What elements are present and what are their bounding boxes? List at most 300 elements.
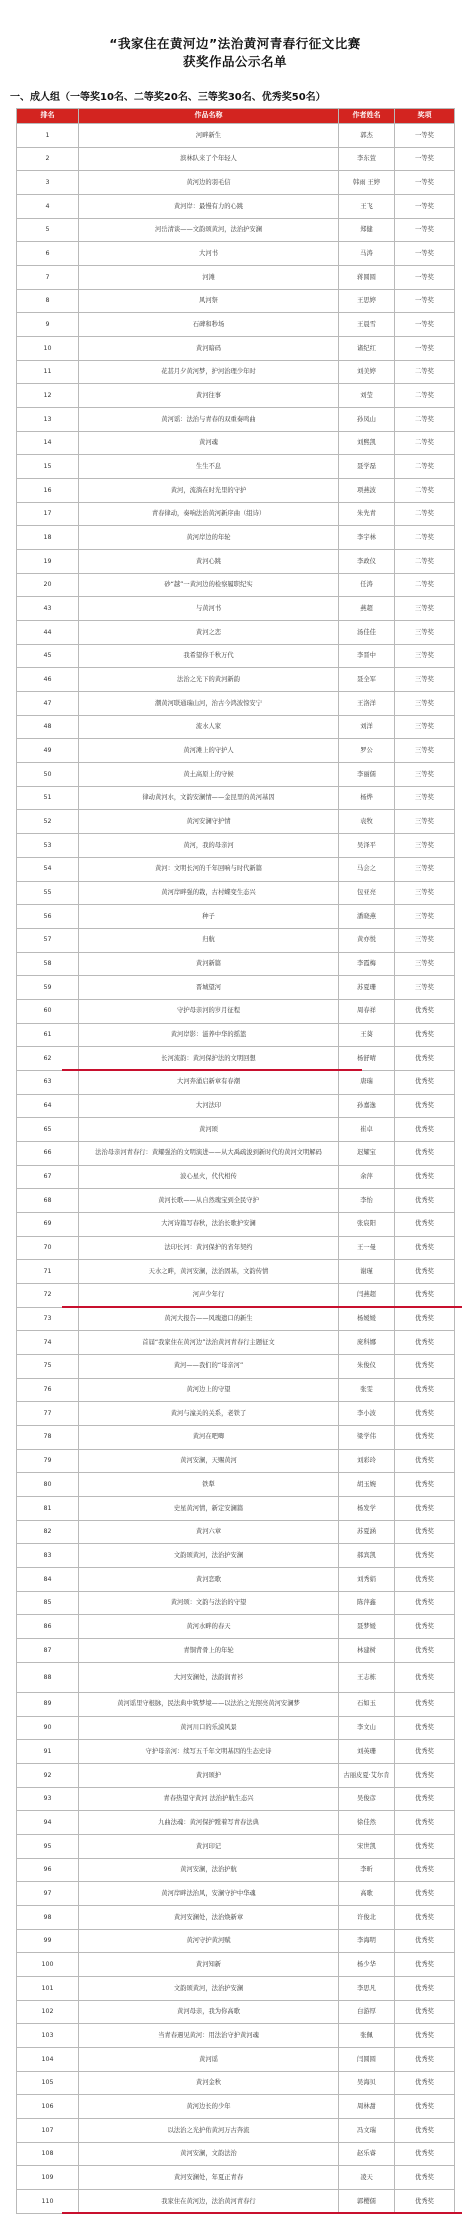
table-row xyxy=(17,1496,455,1520)
cell-author: 周春祥 xyxy=(339,999,395,1023)
cell-award: 三等奖 xyxy=(395,715,455,739)
cell-rank: 86 xyxy=(17,1615,79,1639)
cell-award: 三等奖 xyxy=(395,952,455,976)
cell-rank: 90 xyxy=(17,1716,79,1740)
cell-title: 黄河在吧唧 xyxy=(79,1425,339,1449)
table-body xyxy=(17,124,455,2214)
cell-author: 张佩 xyxy=(339,2024,395,2048)
table-row xyxy=(17,1692,455,1716)
cell-author: 闫燕超 xyxy=(339,1283,395,1307)
cell-rank: 88 xyxy=(17,1662,79,1692)
cell-title: 黄河谣 xyxy=(79,2048,339,2072)
cell-title: 法治母亲河青春行：黄耀强治的文明演进——从大禹疏浚到新时代的黄河文明解码 xyxy=(79,1141,339,1165)
cell-rank: 11 xyxy=(17,360,79,384)
cell-author: 余萍 xyxy=(339,1165,395,1189)
table-row xyxy=(17,1094,455,1118)
cell-author: 宋世凯 xyxy=(339,1834,395,1858)
cell-title: 黄河心跳 xyxy=(79,550,339,574)
table-row xyxy=(17,526,455,550)
cell-rank: 44 xyxy=(17,621,79,645)
cell-rank: 14 xyxy=(17,431,79,455)
cell-rank: 17 xyxy=(17,502,79,526)
cell-rank: 101 xyxy=(17,1977,79,2001)
table-row xyxy=(17,668,455,692)
cell-author: 王葵 xyxy=(339,1023,395,1047)
cell-author: 李小波 xyxy=(339,1402,395,1426)
table-row xyxy=(17,1189,455,1213)
cell-award: 优秀奖 xyxy=(395,2000,455,2024)
cell-rank: 66 xyxy=(17,1141,79,1165)
cell-author: 潘晓燕 xyxy=(339,905,395,929)
cell-rank: 68 xyxy=(17,1189,79,1213)
cell-author: 王飞 xyxy=(339,195,395,219)
table-row xyxy=(17,1953,455,1977)
table-row xyxy=(17,313,455,337)
table-row xyxy=(17,1740,455,1764)
cell-award: 优秀奖 xyxy=(395,1307,455,1331)
cell-title: 我希望你千秋万代 xyxy=(79,644,339,668)
cell-title: 黄河川口的乐漠风景 xyxy=(79,1716,339,1740)
table-row xyxy=(17,763,455,787)
cell-rank: 1 xyxy=(17,124,79,148)
cell-award: 优秀奖 xyxy=(395,2048,455,2072)
table-row xyxy=(17,1141,455,1165)
table-row xyxy=(17,810,455,834)
cell-title: 黄河边长的少年 xyxy=(79,2095,339,2119)
cell-title: 黄河六章 xyxy=(79,1520,339,1544)
cell-title: 文韵颂黄河，法治护安澜 xyxy=(79,1977,339,2001)
cell-title: 当青春遇见黄河：用法治守护黄河魂 xyxy=(79,2024,339,2048)
cell-author: 苏夏涵 xyxy=(339,1520,395,1544)
cell-author: 包亚亮 xyxy=(339,881,395,905)
cell-award: 优秀奖 xyxy=(395,1331,455,1355)
table-row xyxy=(17,597,455,621)
cell-award: 三等奖 xyxy=(395,644,455,668)
cell-rank: 70 xyxy=(17,1236,79,1260)
table-row xyxy=(17,337,455,361)
cell-award: 一等奖 xyxy=(395,337,455,361)
cell-author: 诸纪红 xyxy=(339,337,395,361)
cell-author: 刘洋 xyxy=(339,715,395,739)
cell-rank: 100 xyxy=(17,1953,79,1977)
cell-title: 晋城望河 xyxy=(79,976,339,1000)
cell-title: 黄河大报告——风瑰遗口的新生 xyxy=(79,1307,339,1331)
cell-author: 孙凤山 xyxy=(339,408,395,432)
table-row xyxy=(17,1473,455,1497)
cell-rank: 83 xyxy=(17,1544,79,1568)
cell-author: 李宇林 xyxy=(339,526,395,550)
cell-rank: 20 xyxy=(17,573,79,597)
cell-title: 黄河长歌——从自然瑰宝到全民守护 xyxy=(79,1189,339,1213)
cell-award: 优秀奖 xyxy=(395,1118,455,1142)
cell-award: 优秀奖 xyxy=(395,1740,455,1764)
cell-award: 三等奖 xyxy=(395,928,455,952)
cell-award: 三等奖 xyxy=(395,692,455,716)
cell-author: 黄亦悦 xyxy=(339,928,395,952)
cell-rank: 78 xyxy=(17,1425,79,1449)
table-row xyxy=(17,1331,455,1355)
cell-title: 黄河之恋 xyxy=(79,621,339,645)
cell-rank: 92 xyxy=(17,1763,79,1787)
cell-award: 二等奖 xyxy=(395,408,455,432)
table-row xyxy=(17,2119,455,2143)
cell-title: 青春律动，奏响法治黄河新序曲（组诗） xyxy=(79,502,339,526)
cell-rank: 95 xyxy=(17,1834,79,1858)
cell-title: 青春热望守黄河 法治护航生态兴 xyxy=(79,1787,339,1811)
cell-author: 蒋圆圆 xyxy=(339,266,395,290)
cell-author: 王思婷 xyxy=(339,289,395,313)
cell-author: 燕超 xyxy=(339,597,395,621)
cell-author: 王洛洋 xyxy=(339,692,395,716)
table-row xyxy=(17,1070,455,1094)
cell-rank: 103 xyxy=(17,2024,79,2048)
cell-rank: 5 xyxy=(17,218,79,242)
cell-title: 史星黄河情，新定安澜篇 xyxy=(79,1496,339,1520)
cell-author: 白游厚 xyxy=(339,2000,395,2024)
cell-title: 大河书 xyxy=(79,242,339,266)
cell-rank: 107 xyxy=(17,2119,79,2143)
cell-author: 李东萱 xyxy=(339,147,395,171)
cell-title: 黄河谣：法治与青春的双重奏鸣曲 xyxy=(79,408,339,432)
table-row xyxy=(17,1615,455,1639)
table-row xyxy=(17,786,455,810)
cell-title: 石碑和秒场 xyxy=(79,313,339,337)
cell-author: 王一曼 xyxy=(339,1236,395,1260)
cell-title: 黄河边的羽毛信 xyxy=(79,171,339,195)
table-row xyxy=(17,1929,455,1953)
cell-title: 砂“越”一黄河边的检察履职纪实 xyxy=(79,573,339,597)
cell-award: 优秀奖 xyxy=(395,999,455,1023)
table-row xyxy=(17,479,455,503)
cell-award: 三等奖 xyxy=(395,668,455,692)
cell-rank: 72 xyxy=(17,1283,79,1307)
cell-rank: 73 xyxy=(17,1307,79,1331)
table-row xyxy=(17,2166,455,2190)
table-row xyxy=(17,928,455,952)
cell-title: 黄河安澜，法治护航 xyxy=(79,1858,339,1882)
cell-author: 马涛 xyxy=(339,242,395,266)
column-header-author: 作者姓名 xyxy=(339,109,395,124)
cell-rank: 46 xyxy=(17,668,79,692)
cell-title: 黄河恋歌 xyxy=(79,1567,339,1591)
cell-rank: 106 xyxy=(17,2095,79,2119)
cell-rank: 99 xyxy=(17,1929,79,1953)
cell-award: 优秀奖 xyxy=(395,1953,455,1977)
cell-title: 天水之畔，黄河安澜，法治固基，文韵传情 xyxy=(79,1260,339,1284)
table-row xyxy=(17,1882,455,1906)
cell-rank: 65 xyxy=(17,1118,79,1142)
cell-rank: 43 xyxy=(17,597,79,621)
cell-rank: 55 xyxy=(17,881,79,905)
cell-title: 以法治之光护佑黄河万古奔流 xyxy=(79,2119,339,2143)
cell-author: 朱先青 xyxy=(339,502,395,526)
cell-rank: 53 xyxy=(17,834,79,858)
cell-rank: 110 xyxy=(17,2190,79,2214)
cell-rank: 63 xyxy=(17,1070,79,1094)
cell-author: 李文山 xyxy=(339,1716,395,1740)
cell-title: 黄河水畔的春天 xyxy=(79,1615,339,1639)
cell-rank: 13 xyxy=(17,408,79,432)
cell-rank: 104 xyxy=(17,2048,79,2072)
table-row xyxy=(17,834,455,858)
cell-rank: 18 xyxy=(17,526,79,550)
cell-author: 唐瑞 xyxy=(339,1070,395,1094)
cell-rank: 69 xyxy=(17,1212,79,1236)
cell-author: 徐佳然 xyxy=(339,1811,395,1835)
table-row xyxy=(17,1165,455,1189)
cell-title: 我家住在黄河边，法治黄河青春行 xyxy=(79,2190,339,2214)
cell-rank: 89 xyxy=(17,1692,79,1716)
table-row xyxy=(17,360,455,384)
cell-title: 黄河往事 xyxy=(79,384,339,408)
cell-award: 一等奖 xyxy=(395,195,455,219)
table-row xyxy=(17,1716,455,1740)
cell-award: 优秀奖 xyxy=(395,1639,455,1663)
cell-award: 三等奖 xyxy=(395,786,455,810)
cell-title: 九曲法魂：黄河保护蹚着写青春法典 xyxy=(79,1811,339,1835)
cell-author: 刘莹 xyxy=(339,384,395,408)
cell-title: 黄河新篇 xyxy=(79,952,339,976)
table-row xyxy=(17,739,455,763)
table-row xyxy=(17,502,455,526)
cell-rank: 75 xyxy=(17,1354,79,1378)
cell-author: 李政仪 xyxy=(339,550,395,574)
cell-rank: 8 xyxy=(17,289,79,313)
cell-rank: 62 xyxy=(17,1047,79,1071)
cell-rank: 79 xyxy=(17,1449,79,1473)
cell-title: 律动黄河水，文韵安澜情——金昆里的黄河基因 xyxy=(79,786,339,810)
cell-rank: 77 xyxy=(17,1402,79,1426)
cell-award: 优秀奖 xyxy=(395,1260,455,1284)
cell-rank: 105 xyxy=(17,2071,79,2095)
cell-award: 优秀奖 xyxy=(395,2095,455,2119)
cell-rank: 50 xyxy=(17,763,79,787)
table-row xyxy=(17,857,455,881)
cell-award: 优秀奖 xyxy=(395,1165,455,1189)
cell-author: 冯文瑞 xyxy=(339,2119,395,2143)
cell-rank: 67 xyxy=(17,1165,79,1189)
cell-title: 青铜背骨上的年轮 xyxy=(79,1639,339,1663)
cell-title: 黄河岸影：滋养中华的摇篮 xyxy=(79,1023,339,1047)
cell-rank: 57 xyxy=(17,928,79,952)
table-row xyxy=(17,1591,455,1615)
table-row xyxy=(17,242,455,266)
cell-title: 黄河岸畔法治风，安澜守护中华魂 xyxy=(79,1882,339,1906)
cell-author: 林建树 xyxy=(339,1639,395,1663)
page-subtitle: 获奖作品公示名单 xyxy=(182,54,287,69)
cell-author: 刘美婷 xyxy=(339,360,395,384)
table-row xyxy=(17,1378,455,1402)
table-row xyxy=(17,1283,455,1307)
cell-title: 法治之光下的黄河新韵 xyxy=(79,668,339,692)
cell-award: 优秀奖 xyxy=(395,1283,455,1307)
cell-title: 黄河，我的母亲河 xyxy=(79,834,339,858)
cell-rank: 56 xyxy=(17,905,79,929)
table-row xyxy=(17,976,455,1000)
cell-rank: 76 xyxy=(17,1378,79,1402)
cell-title: 黄河魂 xyxy=(79,431,339,455)
table-row xyxy=(17,715,455,739)
cell-title: 大河诗篇写春秋，法治长歌护安澜 xyxy=(79,1212,339,1236)
cell-award: 优秀奖 xyxy=(395,1023,455,1047)
cell-title: 大河奔涌启新章有春潮 xyxy=(79,1070,339,1094)
table-row xyxy=(17,1763,455,1787)
cell-author: 张宸阳 xyxy=(339,1212,395,1236)
cell-author: 古丽皮夏·艾尔肯 xyxy=(339,1763,395,1787)
cell-rank: 64 xyxy=(17,1094,79,1118)
cell-author: 袁牧 xyxy=(339,810,395,834)
cell-title: 黄河守护黄河赋 xyxy=(79,1929,339,1953)
cell-author: 项燕波 xyxy=(339,479,395,503)
table-row xyxy=(17,1023,455,1047)
cell-author: 刘熙凯 xyxy=(339,431,395,455)
cell-award: 优秀奖 xyxy=(395,1977,455,2001)
cell-author: 朱俊仪 xyxy=(339,1354,395,1378)
cell-author: 杨少华 xyxy=(339,1953,395,1977)
cell-title: 守护母亲河：续写五千年文明基因的生态史诗 xyxy=(79,1740,339,1764)
cell-rank: 60 xyxy=(17,999,79,1023)
cell-author: 杨媛媛 xyxy=(339,1307,395,1331)
cell-rank: 80 xyxy=(17,1473,79,1497)
cell-award: 三等奖 xyxy=(395,834,455,858)
cell-rank: 6 xyxy=(17,242,79,266)
cell-award: 三等奖 xyxy=(395,976,455,1000)
cell-author: 聂学磊 xyxy=(339,455,395,479)
cell-title: 守护母亲河的岁月征程 xyxy=(79,999,339,1023)
cell-title: 生生不息 xyxy=(79,455,339,479)
cell-title: 流水人家 xyxy=(79,715,339,739)
cell-title: 黄河谣里守根脉，民法典中筑梦境——以法治之光照亮黄河安澜梦 xyxy=(79,1692,339,1716)
cell-award: 优秀奖 xyxy=(395,1070,455,1094)
cell-award: 三等奖 xyxy=(395,621,455,645)
cell-rank: 96 xyxy=(17,1858,79,1882)
cell-title: 文韵颂黄河，法治护安澜 xyxy=(79,1544,339,1568)
cell-author: 任涛 xyxy=(339,573,395,597)
cell-award: 优秀奖 xyxy=(395,1354,455,1378)
cell-author: 刘秀娟 xyxy=(339,1567,395,1591)
cell-author: 孙嘉逸 xyxy=(339,1094,395,1118)
cell-award: 一等奖 xyxy=(395,124,455,148)
cell-award: 优秀奖 xyxy=(395,2142,455,2166)
cell-author: 陈萍鑫 xyxy=(339,1591,395,1615)
table-row xyxy=(17,289,455,313)
table-row xyxy=(17,1834,455,1858)
cell-title: 黄河——我们的“母亲河” xyxy=(79,1354,339,1378)
cell-rank: 10 xyxy=(17,337,79,361)
cell-title: 铁犁 xyxy=(79,1473,339,1497)
cell-award: 优秀奖 xyxy=(395,1692,455,1716)
cell-award: 三等奖 xyxy=(395,857,455,881)
table-row xyxy=(17,266,455,290)
table-row xyxy=(17,2142,455,2166)
cell-award: 优秀奖 xyxy=(395,1449,455,1473)
table-row xyxy=(17,1977,455,2001)
table-row xyxy=(17,881,455,905)
cell-title: 滨林队来了个年轻人 xyxy=(79,147,339,171)
table-row xyxy=(17,408,455,432)
cell-award: 二等奖 xyxy=(395,455,455,479)
table-row xyxy=(17,1567,455,1591)
cell-award: 优秀奖 xyxy=(395,1402,455,1426)
cell-title: 花甚月夕黄河梦，护河治理少年时 xyxy=(79,360,339,384)
table-row xyxy=(17,431,455,455)
cell-title: 黄河安澜处，法治焕新章 xyxy=(79,1906,339,1930)
cell-rank: 19 xyxy=(17,550,79,574)
cell-award: 优秀奖 xyxy=(395,1763,455,1787)
cell-award: 优秀奖 xyxy=(395,2024,455,2048)
cell-author: 聂梦媛 xyxy=(339,1615,395,1639)
cell-rank: 61 xyxy=(17,1023,79,1047)
table-row xyxy=(17,124,455,148)
table-row xyxy=(17,147,455,171)
cell-award: 优秀奖 xyxy=(395,1047,455,1071)
cell-award: 二等奖 xyxy=(395,502,455,526)
cell-award: 优秀奖 xyxy=(395,1662,455,1692)
table-row xyxy=(17,2048,455,2072)
table-row xyxy=(17,905,455,929)
cell-rank: 87 xyxy=(17,1639,79,1663)
cell-author: 杨舒晴 xyxy=(339,1047,395,1071)
cell-rank: 45 xyxy=(17,644,79,668)
table-row xyxy=(17,2095,455,2119)
cell-author: 韩雨 王婷 xyxy=(339,171,395,195)
cell-author: 崔卓 xyxy=(339,1118,395,1142)
cell-rank: 91 xyxy=(17,1740,79,1764)
cell-author: 许俊北 xyxy=(339,1906,395,1930)
cell-rank: 4 xyxy=(17,195,79,219)
cell-award: 一等奖 xyxy=(395,218,455,242)
cell-author: 高歌 xyxy=(339,1882,395,1906)
cell-award: 优秀奖 xyxy=(395,1378,455,1402)
highlight-underline xyxy=(62,1306,462,1308)
cell-award: 二等奖 xyxy=(395,431,455,455)
table-row xyxy=(17,195,455,219)
cell-author: 郑健 xyxy=(339,218,395,242)
cell-award: 优秀奖 xyxy=(395,1425,455,1449)
table-row xyxy=(17,1047,455,1071)
table-row xyxy=(17,2000,455,2024)
cell-title: 黄土高原上的守候 xyxy=(79,763,339,787)
cell-author: 聂全军 xyxy=(339,668,395,692)
cell-award: 优秀奖 xyxy=(395,2166,455,2190)
cell-title: 风河祭 xyxy=(79,289,339,313)
column-header-award: 奖项 xyxy=(395,109,455,124)
cell-author: 吴海贝 xyxy=(339,2071,395,2095)
cell-author: 庞科娜 xyxy=(339,1331,395,1355)
cell-award: 三等奖 xyxy=(395,881,455,905)
cell-award: 二等奖 xyxy=(395,384,455,408)
table-row xyxy=(17,1544,455,1568)
cell-title: 黄河岸畔强的栽，古村蝶变生态兴 xyxy=(79,881,339,905)
table-row xyxy=(17,2024,455,2048)
cell-award: 一等奖 xyxy=(395,289,455,313)
column-header-rank: 排名 xyxy=(17,109,79,124)
cell-author: 迟耀宝 xyxy=(339,1141,395,1165)
cell-award: 三等奖 xyxy=(395,810,455,834)
cell-award: 三等奖 xyxy=(395,763,455,787)
cell-title: 黄河母亲，我为你高歌 xyxy=(79,2000,339,2024)
cell-rank: 48 xyxy=(17,715,79,739)
cell-title: 黄河安澜，天赐黄河 xyxy=(79,1449,339,1473)
cell-rank: 51 xyxy=(17,786,79,810)
cell-title: 黄河岸：最慢有力的心跳 xyxy=(79,195,339,219)
cell-rank: 9 xyxy=(17,313,79,337)
cell-rank: 16 xyxy=(17,479,79,503)
cell-rank: 15 xyxy=(17,455,79,479)
cell-rank: 49 xyxy=(17,739,79,763)
table-row xyxy=(17,1354,455,1378)
cell-title: 与黄河书 xyxy=(79,597,339,621)
